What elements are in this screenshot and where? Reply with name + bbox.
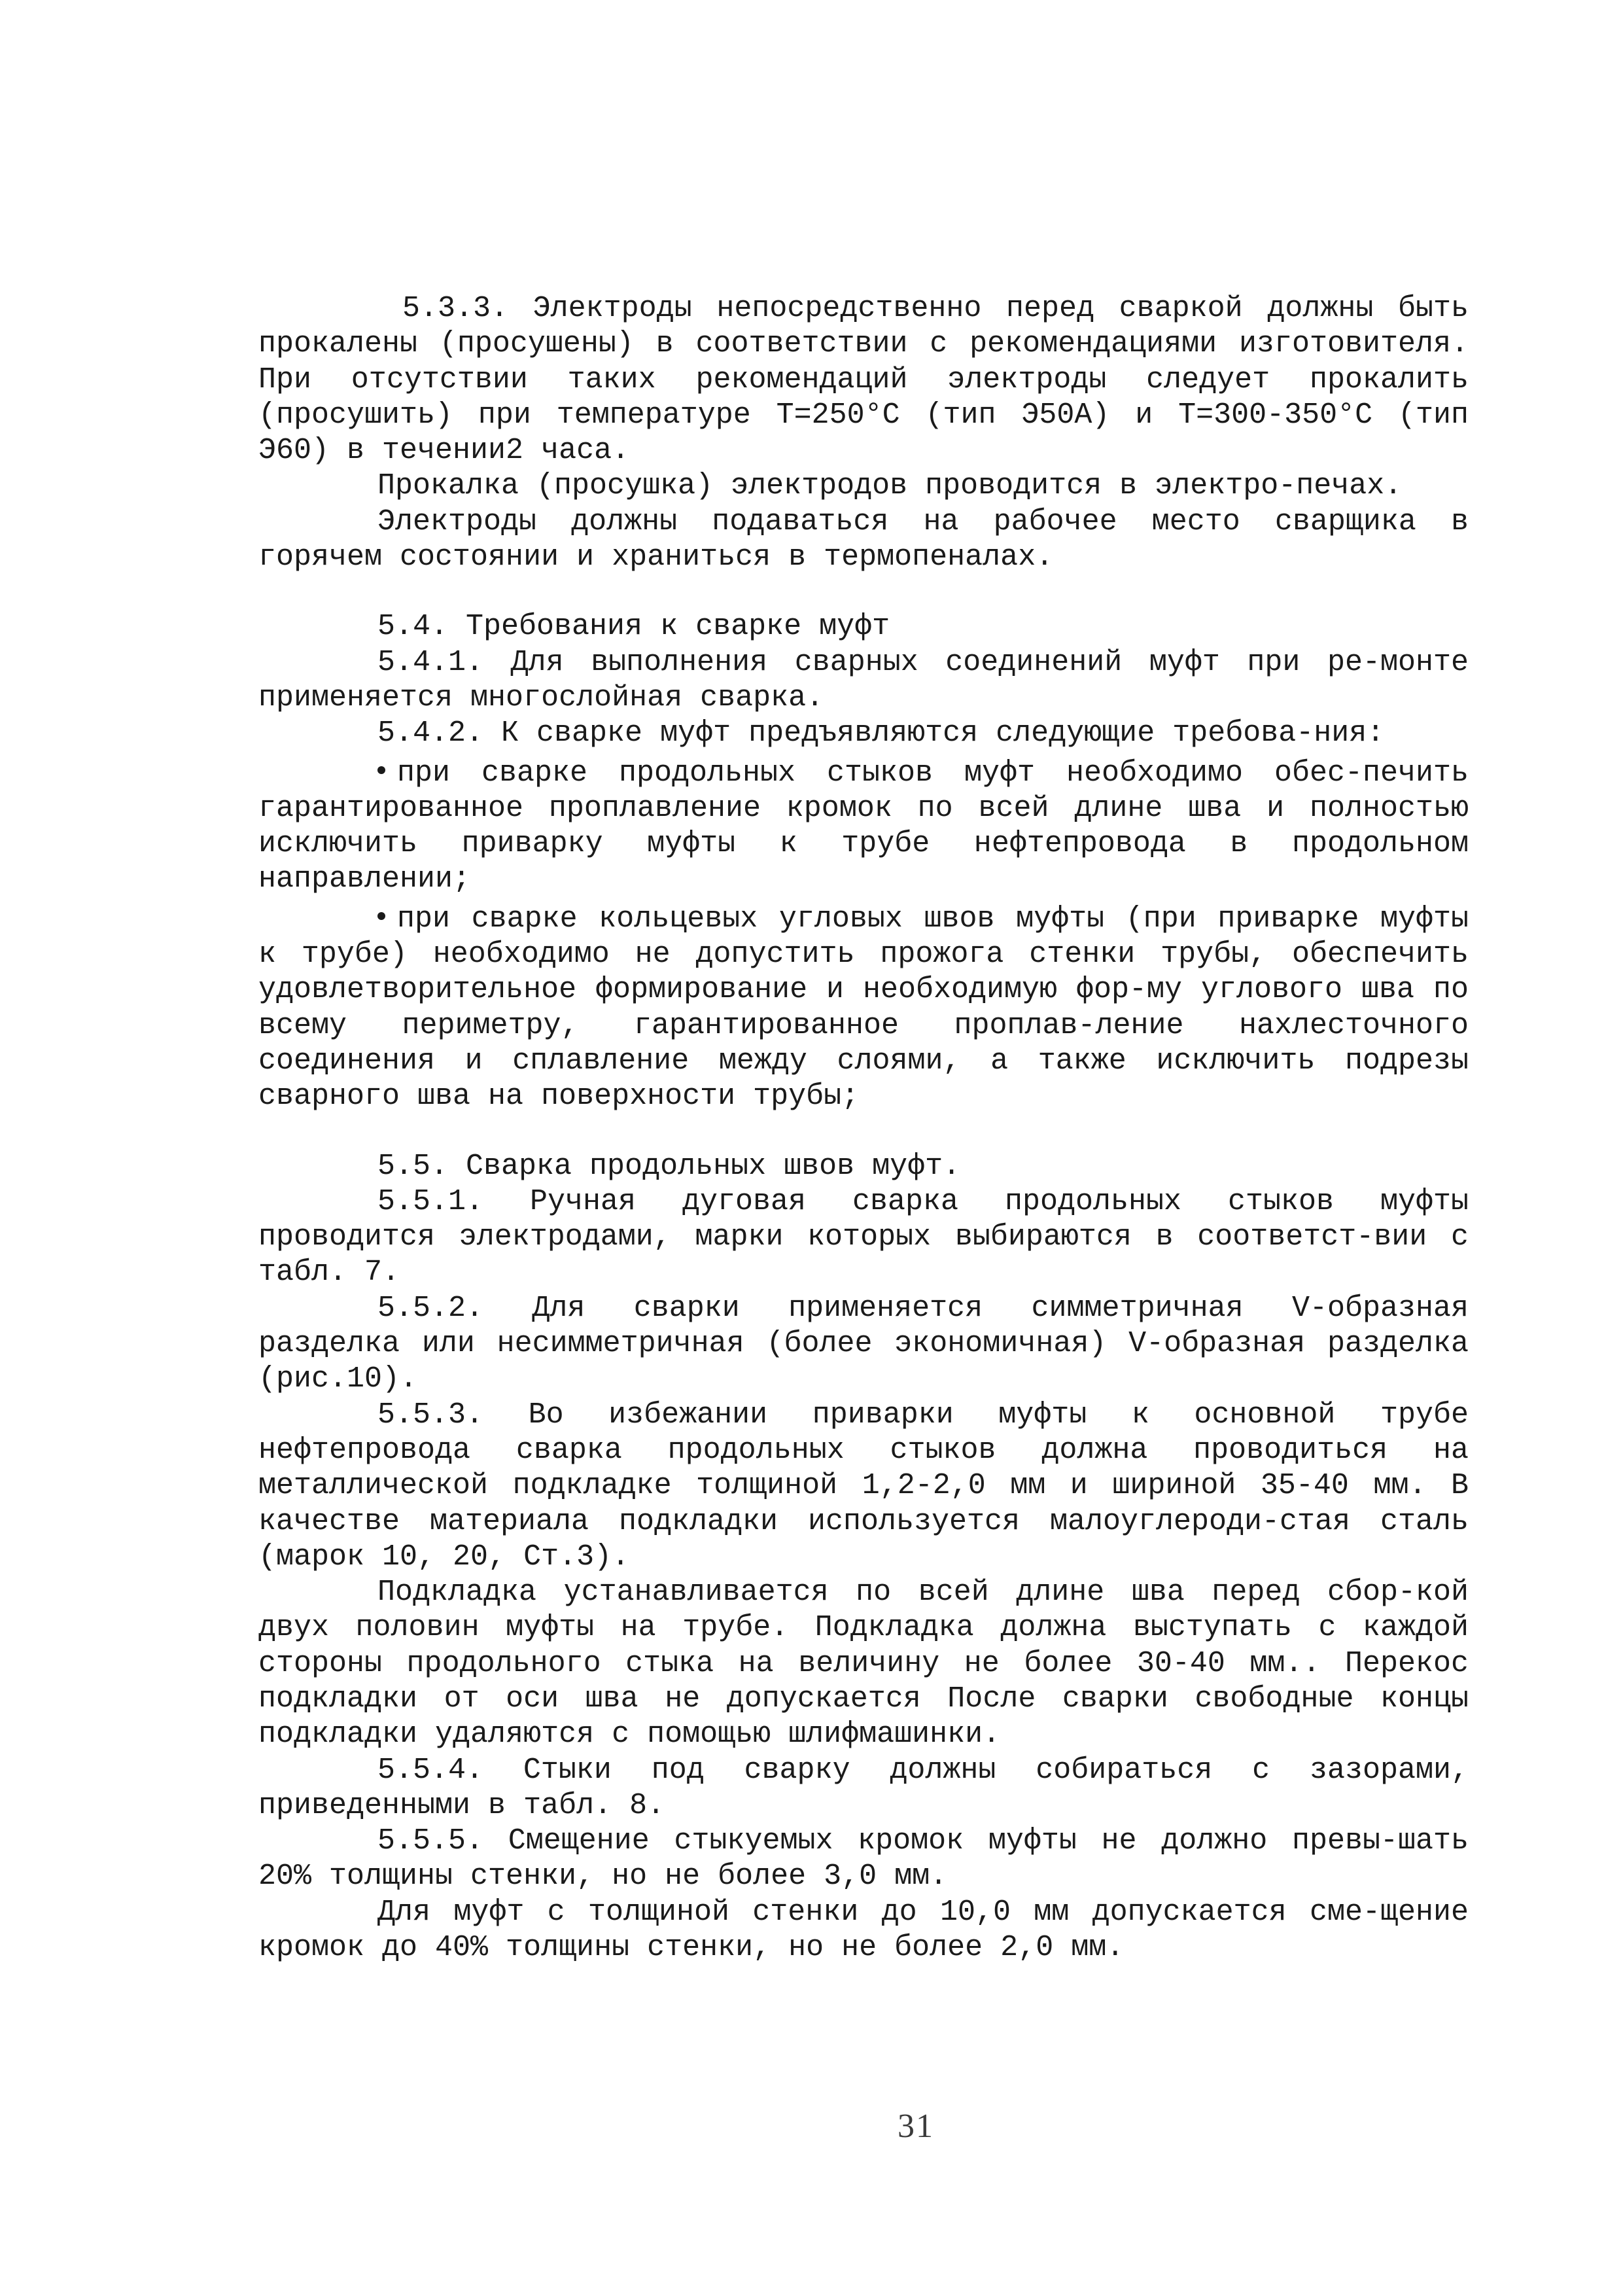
section-heading-5-4: 5.4. Требования к сварке муфт [377,610,890,644]
paragraph-5-3-3: 5.3.3. Электроды непосредственно перед сваркой должны быть прокалены (просушены) в соответствии с рекомендациями изготовителя. При отсутствии таких рекомендаций электроды следует прокалить (просушить) при температуре Т=250°С (тип Э50А) и Т=300-350°С (тип Э60) в течении2 часа. [258,292,1469,468]
page-number: 31 [898,2108,934,2145]
paragraph-5-5-1: 5.5.1. Ручная дуговая сварка продольных стыков муфты проводится электродами, марки которых выбираются в соответст-вии с табл. 7. [258,1184,1469,1290]
section-heading-5-5: 5.5. Сварка продольных швов муфт. [377,1149,961,1183]
list-item [258,902,1469,1115]
paragraph-5-5-3: 5.5.3. Во избежании приварки муфты к основной трубе нефтепровода сварка продольных стыков должна проводиться на металлической подкладке толщиной 1,2-2,0 мм и шириной 35-40 мм. В качестве материала подкладки используется малоуглероди-стая сталь (марок 10, 20, Ст.3). [258,1398,1469,1574]
section-spacer [258,1115,1469,1149]
section-spacer [258,575,1469,609]
paragraph-backing-strip: Подкладка устанавливается по всей длине шва перед сбор-кой двух половин муфты на трубе. Подкладка должна выступать с каждой стороны продольного стыка на величину не более 30-40 мм.. Перекос подкладки от оси шва не допускается После сварки свободные концы подкладки удаляются с помощью шлифмашинки. [258,1576,1469,1752]
body-text [258,291,1469,1966]
paragraph-5-5-4: 5.5.4. Стыки под сварку должны собираться с зазорами, приведенными в табл. 8. [258,1753,1469,1822]
paragraph-thin-wall-offset: Для муфт с толщиной стенки до 10,0 мм допускается сме-щение кромок до 40% толщины стенки, но не более 2,0 мм. [258,1895,1469,1965]
list-item-text: при сварке кольцевых угловых швов муфты (при приварке муфты к трубе) необходимо не допустить прожога стенки трубы, обеспечить удовлетворительное формирование и необходимую фор-му углового шва по всему периметру, гарантированное проплав-ление нахлесточного соединения и сплавление между слоями, а также исключить подрезы сварного шва на поверхности трубы; [258,902,1469,1114]
paragraph-5-5-5: 5.5.5. Смещение стыкуемых кромок муфты не должно превы-шать 20% толщины стенки, но не более 3,0 мм. [258,1824,1469,1894]
paragraph-electrode-delivery: Электроды должны подаваться на рабочее место сварщика в горячем состоянии и храниться в термопеналах. [258,504,1469,574]
list-item-text: при сварке продольных стыков муфт необходимо обес-печить гарантированное проплавление кромок по всей длине шва и полностью исключить приварку муфты к трубе нефтепровода в продольном направлении; [258,756,1469,896]
paragraph-5-4-1: 5.4.1. Для выполнения сварных соединений муфт при ре-монте применяется многослойная сварка. [258,645,1469,715]
paragraph-5-4-2: 5.4.2. К сварке муфт предъявляются следующие требова-ния: [377,716,1385,751]
bullet-icon [377,912,385,920]
list-item [258,756,1469,898]
bullet-icon [377,766,385,774]
paragraph-calcination-furnaces: Прокалка (просушка) электродов проводится в электро-печах. [377,469,1403,503]
paragraph-5-5-2: 5.5.2. Для сварки применяется симметричная V-образная разделка или несимметричная (более экономичная) V-образная разделка (рис.10). [258,1291,1469,1396]
